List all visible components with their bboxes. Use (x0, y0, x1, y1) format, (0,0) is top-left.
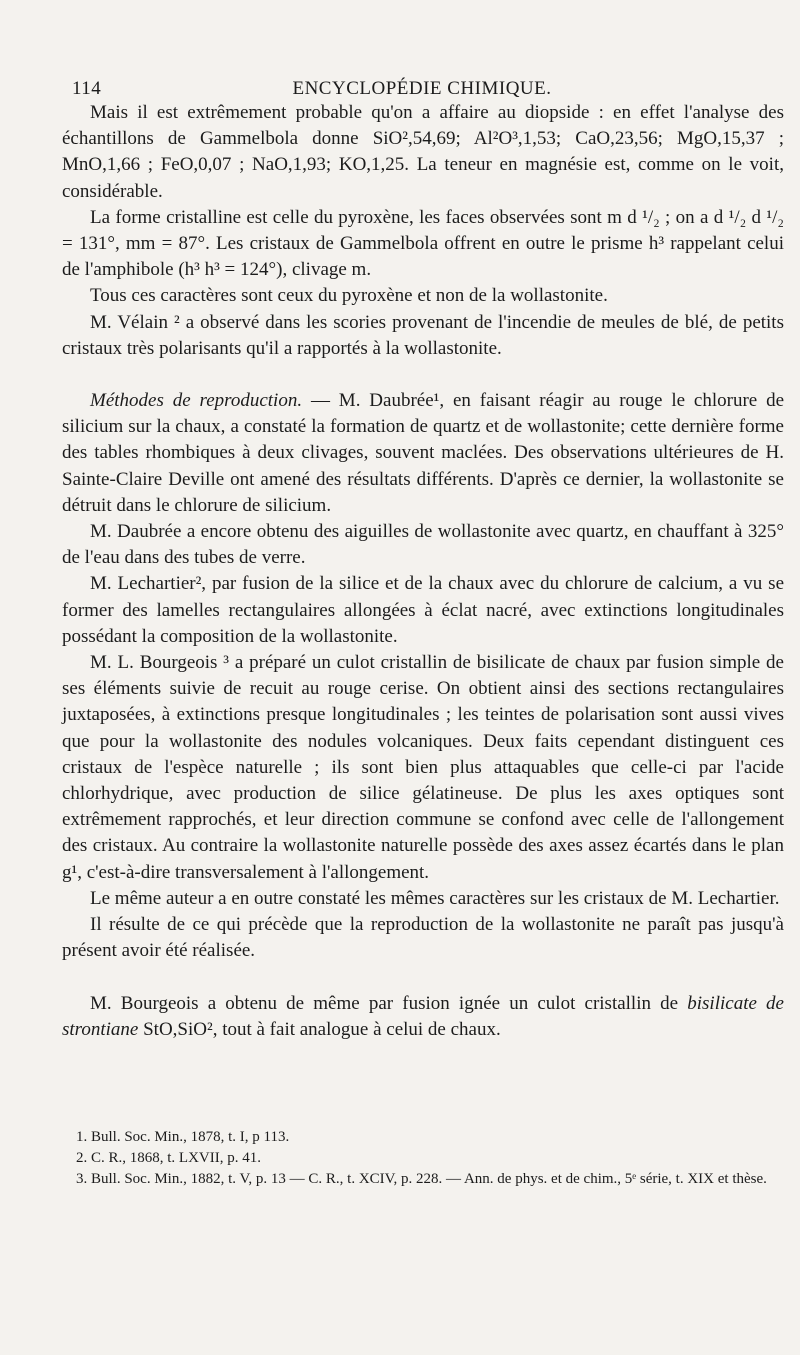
paragraph-pyroxene: Tous ces caractères sont ceux du pyroxène et non de la wollastonite. (90, 285, 608, 307)
paragraph-strontiane (62, 991, 784, 1043)
footnote-2: 2. C. R., 1868, t. LXVII, p. 41. (76, 1150, 261, 1166)
paragraph-methods (62, 388, 784, 519)
body-text (62, 100, 784, 1043)
paragraph-same-author: Le même auteur a en outre constaté les mêmes caractères sur les cristaux de M. Lechartier. (90, 887, 780, 909)
page-number: 114 (72, 78, 102, 99)
paragraph-conclusion: Il résulte de ce qui précède que la reproduction de la wollastonite ne paraît pas jusqu'à présent avoir été réalisée. (62, 914, 784, 962)
paragraph-lechartier: M. Lechartier², par fusion de la silice et de la chaux avec du chlorure de calcium, a vu se former des lamelles rectangulaires allongées à éclat nacré, avec extinctions longitudinales possédant la composition de la wollastonite. (62, 573, 784, 647)
paragraph-daubree: M. Daubrée a encore obtenu des aiguilles de wollastonite avec quartz, en chauffant à 325° de l'eau dans des tubes de verre. (62, 521, 784, 569)
paragraph-strontiane-a: M. Bourgeois a obtenu de même par fusion ignée un culot cristallin de (90, 992, 688, 1014)
footnote-3: 3. Bull. Soc. Min., 1882, t. V, p. 13 — C. R., t. XCIV, p. 228. — Ann. de phys. et de chim., 5ᵉ série, t. XIX et thèse. (76, 1171, 767, 1187)
paragraph-velain: M. Vélain ² a observé dans les scories provenant de l'incendie de meules de blé, de petits cristaux très polarisants qu'il a rapportés à la wollastonite. (62, 311, 784, 359)
term-bisilicate-strontiane: bisilicate de strontiane (62, 992, 784, 1040)
paragraph-crystal-form: La forme cristalline est celle du pyroxène, les faces observées sont m d ¹/₂ ; on a d ¹/₂ d ¹/₂ = 131°, mm = 87°. Les cristaux de Gammelbola offrent en outre le prisme h³ rappelant celui de l'amphibole (h³ h³ = 124°), clivage m. (62, 206, 784, 281)
paragraph-bourgeois: M. L. Bourgeois ³ a préparé un culot cristallin de bisilicate de chaux par fusion simple de ses éléments suivie de recuit au rouge cerise. On obtient ainsi des sections rectangulaires juxtaposées, à extinctions presque longitudinales ; les teintes de polarisation sont aussi vives que pour la wollastonite des nodules volcaniques. Deux faits cependant distinguent ces cristaux de l'espèce naturelle ; ils sont bien plus attaquables que celle-ci par l'acide chlorhydrique, avec production de silice gélatineuse. De plus les axes optiques sont extrêmement rapprochés, et leur direction commune se confond avec celle de l'allongement des cristaux. Au contraire la wollastonite naturelle possède des axes assez écartés dans le plan g¹, c'est-à-dire transversalement à l'allongement. (62, 652, 784, 883)
running-head: ENCYCLOPÉDIE CHIMIQUE. (292, 78, 552, 99)
footnotes (62, 1127, 784, 1190)
paragraph-strontiane-c: StO,SiO², tout à fait analogue à celui de chaux. (138, 1018, 501, 1040)
section-title-methods: Méthodes de reproduction. (90, 390, 303, 412)
paragraph-diopside: Mais il est extrêmement probable qu'on a affaire au diopside : en effet l'analyse des échantillons de Gammelbola donne SiO²,54,69; Al²O³,1,53; CaO,23,56; MgO,15,37 ; MnO,1,66 ; FeO,0,07 ; NaO,1,93; KO,1,25. La teneur en magnésie est, comme on le voit, considérable. (62, 102, 784, 202)
footnote-1: 1. Bull. Soc. Min., 1878, t. I, p 113. (76, 1129, 290, 1145)
paragraph-methods-text: — M. Daubrée¹, en faisant réagir au rouge le chlorure de silicium sur la chaux, a constaté la formation de quartz et de wollastonite; cette dernière forme des tables rhombiques à deux clivages, souvent maclées. Des observations ultérieures de H. Sainte-Claire Deville ont amené des résultats différents. D'après ce dernier, la wollastonite se détruit dans le chlorure de silicium. (62, 390, 784, 516)
